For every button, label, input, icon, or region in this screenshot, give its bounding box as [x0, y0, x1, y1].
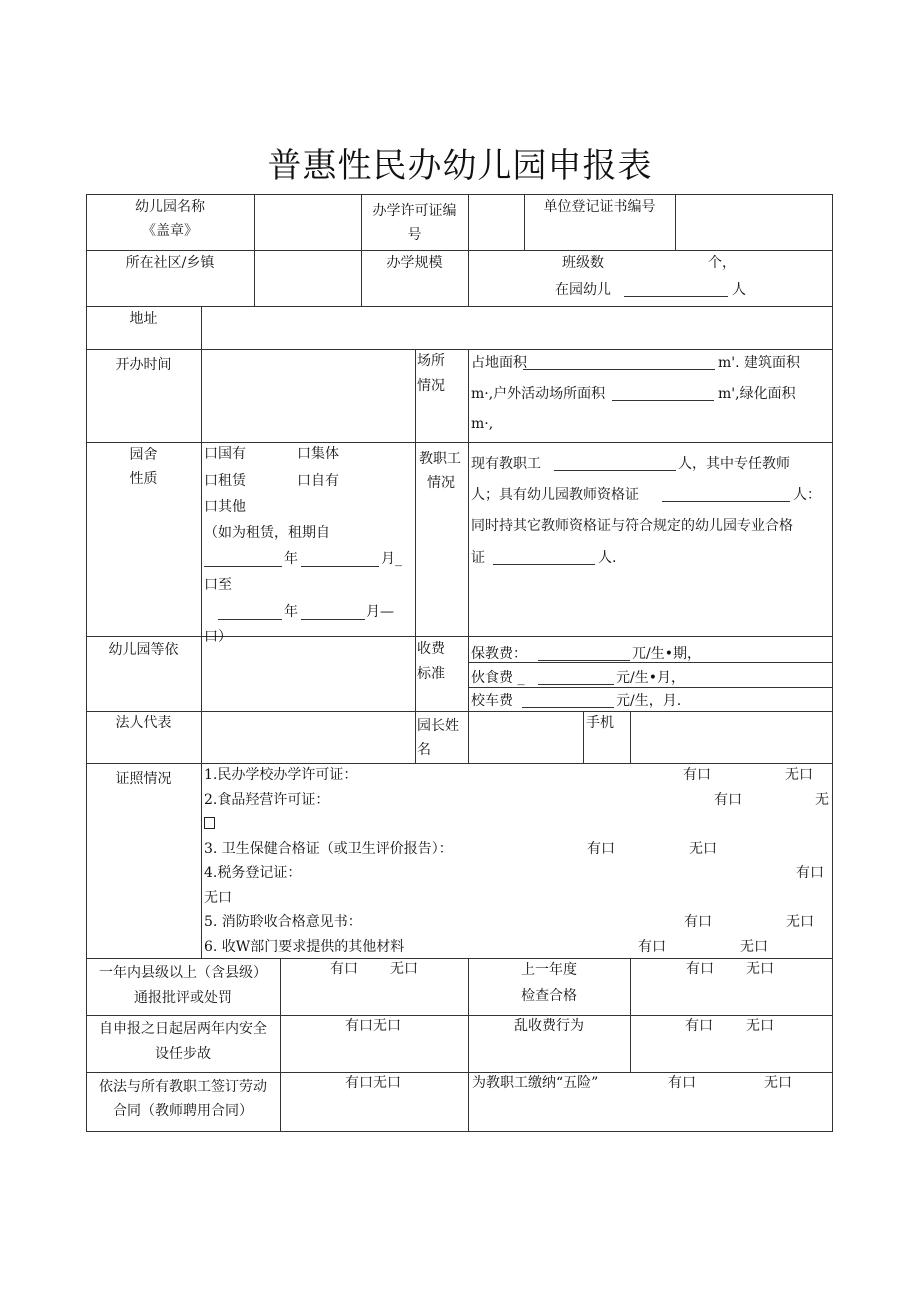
cert-1-yes-option[interactable]: 有口 — [683, 767, 711, 783]
phone-field[interactable] — [632, 713, 831, 762]
principal-name-label: 园长姓 — [417, 718, 459, 734]
table-border-bottom — [86, 1131, 833, 1132]
qualified-teacher-unit: 人： — [793, 487, 821, 503]
meal-fee-field[interactable] — [538, 672, 614, 685]
col-divider — [468, 349, 469, 763]
social-insurance-label: 为教职工缴纳“五险” — [472, 1075, 599, 1091]
social-insurance-no-option[interactable]: 无口 — [764, 1075, 792, 1091]
qualified-teacher-label: 人；具有幼儿园教师资格证 — [471, 487, 639, 503]
lease-start-month-label: 月_ — [381, 551, 402, 567]
scale-label: 办学规模 — [386, 255, 443, 271]
phone-label: 手机 — [586, 715, 614, 731]
lease-end-year-field[interactable] — [218, 607, 282, 620]
other-cert-field[interactable] — [493, 552, 595, 565]
social-insurance-yes-option[interactable]: 有口 — [668, 1075, 696, 1091]
cert-5-yes-option[interactable]: 有口 — [684, 914, 712, 930]
annual-inspection-label-cont: 检查合格 — [521, 988, 577, 1004]
row-divider — [86, 250, 833, 251]
labor-contract-options[interactable]: 有口无口 — [345, 1075, 401, 1091]
tuition-fee-label: 保教费： — [471, 646, 527, 662]
opening-date-label: 开办时间 — [115, 357, 172, 373]
inspection-yes-option[interactable]: 有口 — [686, 961, 714, 977]
lease-to-label: 口至 — [204, 577, 232, 593]
license-number-label-cont: 号 — [407, 227, 422, 243]
row-divider — [86, 636, 833, 637]
legal-rep-label: 法人代表 — [115, 715, 172, 731]
penalty-label-cont: 通报批评或处罚 — [134, 990, 232, 1006]
lease-end-year-label: 年 — [284, 604, 298, 620]
row-divider — [86, 1072, 833, 1073]
cert-item-2: 2.食品羟营许可证： — [204, 792, 330, 808]
green-area-unit: m·, — [471, 416, 494, 432]
class-count-unit: 个， — [708, 255, 736, 271]
clipped-text: 口） — [204, 629, 232, 645]
row-divider — [86, 442, 833, 443]
fee-standard-label: 收费 — [417, 641, 445, 657]
row-divider — [86, 711, 833, 712]
cert-item-5: 5. 消防聆收合格意见书： — [204, 914, 362, 930]
land-area-label: 占地面积 — [471, 355, 527, 371]
row-divider — [86, 958, 833, 959]
outdoor-area-field[interactable] — [612, 388, 714, 401]
bus-fee-label: 校车费 — [471, 693, 513, 709]
clipped-text-wrap — [202, 628, 262, 645]
table-border-top — [86, 194, 833, 195]
fee-standard-label-cont: 标准 — [417, 666, 445, 682]
tuition-fee-unit: 兀/生•期， — [632, 646, 701, 662]
meal-fee-unit: 元/生•月， — [616, 670, 685, 686]
bus-fee-unit: 元/生，月. — [616, 693, 682, 709]
principal-name-label-cont: 名 — [417, 742, 431, 758]
enrolled-children-field[interactable] — [624, 284, 728, 297]
row-divider — [86, 349, 833, 350]
full-time-teacher-label: 人，其中专任教师 — [678, 456, 790, 472]
labor-contract-label-cont: 合同（教师聘用合同） — [113, 1103, 253, 1119]
cert-item-1: 1.民办学校办学许可证： — [204, 767, 358, 783]
lease-end-month-label: 月— — [366, 604, 394, 620]
land-area-field[interactable] — [523, 357, 715, 370]
table-border-right — [832, 194, 833, 1132]
cert-2-no-option[interactable]: 无 — [815, 792, 829, 808]
cert-item-4: 4.税务登记证： — [204, 865, 302, 881]
penalty-yes-option[interactable]: 有口 — [330, 961, 358, 977]
annual-inspection-label: 上一年度 — [521, 962, 577, 978]
labor-contract-label: 依法与所有教职工签订劳动 — [99, 1079, 267, 1095]
license-number-field[interactable] — [469, 196, 523, 248]
bus-fee-field[interactable] — [522, 695, 614, 708]
cert-6-yes-option[interactable]: 有口 — [638, 939, 666, 955]
green-area-label: m',绿化面积 — [718, 386, 796, 402]
enrolled-children-label: 在园幼儿 — [555, 282, 611, 298]
kindergarten-name-label: 幼儿园名称 — [135, 199, 205, 215]
registration-cert-field[interactable] — [676, 196, 831, 248]
staff-label: 教职工 — [419, 451, 461, 467]
cert-2-yes-option[interactable]: 有口 — [714, 792, 742, 808]
safety-accident-label: 自申报之日起居两年内安全 — [99, 1021, 267, 1037]
property-type-label: 园舍 — [129, 447, 158, 463]
tuition-fee-field[interactable] — [538, 648, 630, 661]
safety-accident-options[interactable]: 有口无口 — [345, 1018, 401, 1034]
site-label: 场所 — [417, 353, 445, 369]
penalty-label: 一年内县级以上（含县级） — [99, 965, 267, 981]
cert-6-no-option[interactable]: 无口 — [740, 939, 768, 955]
cert-4-no-option[interactable]: 无口 — [204, 890, 232, 906]
certificates-label: 证照情况 — [115, 771, 172, 787]
address-label: 地址 — [129, 311, 158, 327]
meal-fee-label: 伙食费 _ — [471, 670, 525, 686]
form-title: 普惠性民办幼儿园申报表 — [267, 146, 653, 186]
staff-total-label: 现有教职工 — [471, 456, 541, 472]
legal-rep-field[interactable] — [202, 713, 414, 762]
lease-end-month-field[interactable] — [301, 607, 365, 620]
lease-start-month-field[interactable] — [301, 554, 379, 567]
cert-3-yes-option[interactable]: 有口 — [587, 841, 615, 857]
option-state-owned[interactable]: 口国有 — [204, 446, 246, 462]
seal-note: 《盖章》 — [142, 223, 198, 239]
cert-item-3: 3. 卫生保健合格证（或卫生评价报告）： — [204, 841, 453, 857]
license-number-label: 办学许可证编 — [372, 203, 457, 219]
col-divider — [280, 958, 281, 1132]
option-collective[interactable]: 口集体 — [297, 446, 339, 462]
cert-4-yes-option[interactable]: 有口 — [796, 865, 824, 881]
other-cert-label: 证 — [471, 550, 485, 566]
staff-total-field[interactable] — [554, 458, 676, 471]
community-field[interactable] — [255, 252, 360, 304]
address-field[interactable] — [202, 308, 831, 348]
lease-note: （如为租赁，租期自 — [204, 525, 330, 541]
class-count-label: 班级数 — [562, 255, 604, 271]
other-cert-note: 同时持其它教师资格证与符合规定的幼儿园专业合格 — [471, 518, 793, 534]
kindergarten-name-field[interactable] — [255, 196, 360, 248]
col-divider — [415, 349, 416, 763]
checkbox-icon — [204, 817, 215, 829]
safety-accident-label-cont: 设任步故 — [155, 1046, 211, 1062]
cert-3-no-option[interactable]: 无口 — [689, 841, 717, 857]
option-self-owned[interactable]: 口自有 — [297, 473, 339, 489]
building-area-label: m'. 建筑面积 — [718, 355, 801, 371]
illegal-fee-label: 乱收费行为 — [514, 1018, 584, 1034]
col-divider — [630, 958, 631, 1072]
enrolled-children-unit: 人 — [732, 282, 746, 298]
option-rented[interactable]: 口租赁 — [204, 473, 246, 489]
fee-subrow-divider — [468, 687, 833, 688]
kindergarten-grade-field[interactable] — [202, 638, 414, 710]
option-other[interactable]: 口其他 — [204, 499, 246, 515]
registration-cert-label: 单位登记证书编号 — [543, 199, 656, 215]
illegal-fee-yes-option[interactable]: 有口 — [685, 1018, 713, 1034]
penalty-no-option[interactable]: 无口 — [390, 961, 418, 977]
inspection-no-option[interactable]: 无口 — [746, 961, 774, 977]
property-type-label-cont: 性质 — [129, 471, 158, 487]
opening-date-field[interactable] — [202, 351, 414, 441]
illegal-fee-no-option[interactable]: 无口 — [746, 1018, 774, 1034]
kindergarten-grade-label: 幼儿园等依 — [108, 642, 179, 658]
row-divider — [86, 763, 833, 764]
cert-2-no-checkbox[interactable] — [204, 815, 215, 833]
row-divider — [86, 1015, 833, 1016]
lease-start-year-field[interactable] — [204, 554, 282, 567]
community-label: 所在社区/乡镇 — [125, 255, 215, 271]
cert-item-6: 6. 收W部门要求提供的其他材料 — [204, 939, 405, 955]
col-divider — [583, 711, 584, 763]
site-label-cont: 情况 — [417, 378, 445, 394]
col-divider — [468, 958, 469, 1132]
cert-5-no-option[interactable]: 无口 — [786, 914, 814, 930]
other-cert-unit: 人. — [598, 550, 617, 566]
row-divider — [86, 306, 833, 307]
staff-label-cont: 情况 — [427, 475, 455, 491]
outdoor-area-label: m·,户外活动场所面积 — [471, 386, 606, 402]
cert-1-no-option[interactable]: 无口 — [785, 767, 813, 783]
col-divider — [630, 711, 631, 763]
lease-start-year-label: 年 — [284, 551, 298, 567]
principal-name-field[interactable] — [469, 713, 582, 762]
qualified-teacher-field[interactable] — [662, 489, 790, 502]
